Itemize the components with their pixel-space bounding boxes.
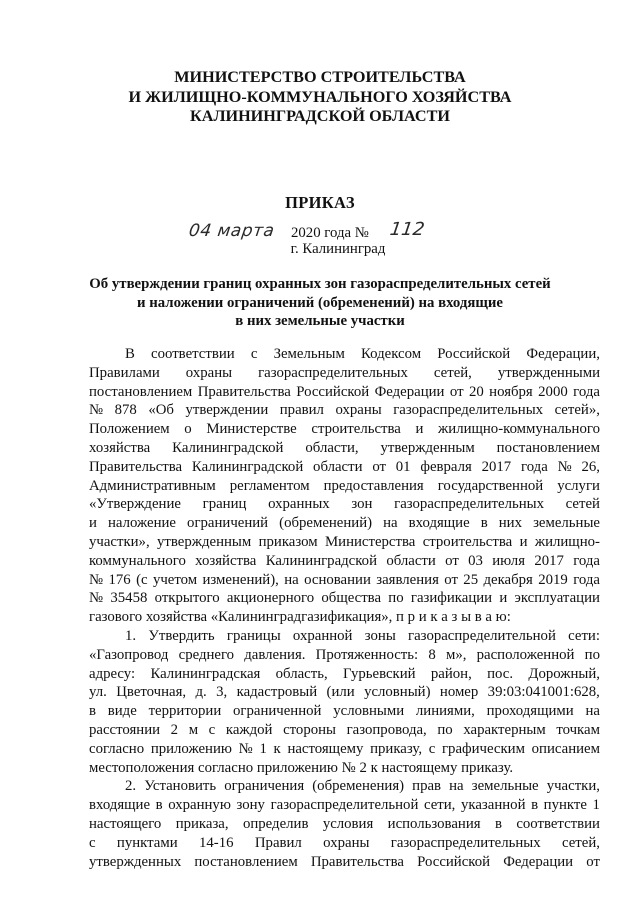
subject-line-1: Об утверждении границ охранных зон газораспределительных сетей — [89, 276, 551, 292]
body-line: входящие в охранную зону газораспределительной сети, указанной в пункте 1 — [89, 797, 600, 814]
body-line: «Газопровод среднего давления. Протяженность: 8 м», расположенной по — [89, 646, 600, 663]
printed-year: 2020 года № — [291, 225, 369, 241]
body-line: настоящего приказа, определив условия использования в соответствии — [89, 815, 600, 832]
body-line: с пунктами 14-16 Правил охраны газораспределительных сетей, — [89, 834, 600, 851]
body-line: согласно приложению № 1 к настоящему приказу, с графическим описанием — [89, 740, 600, 757]
subject-line-2: и наложении ограничений (обременений) на входящие — [137, 294, 503, 311]
body-line: местоположения согласно приложению № 2 к настоящему приказу. — [89, 759, 514, 776]
body-line: В соответствии с Земельным Кодексом Российской Федерации, — [125, 346, 600, 362]
handwritten-date: 04 марта — [187, 221, 276, 241]
body-line: Административным регламентом предоставления государственной услуги — [89, 477, 600, 494]
ministry-line-2: И ЖИЛИЩНО-КОММУНАЛЬНОГО ХОЗЯЙСТВА — [128, 87, 512, 106]
body-line: в виде территории ограниченной условными линиями, проходящими на — [89, 703, 600, 720]
body-line: ул. Цветочная, д. 3, кадастровый (или условный) номер 39:03:041001:628, — [89, 684, 600, 701]
body-line: № 878 «Об утверждении правил охраны газораспределительных сетей», — [89, 402, 600, 419]
ministry-header — [0, 68, 640, 127]
body-line: постановлением Правительства Российской Федерации от 20 ноября 2000 года — [89, 383, 600, 400]
body-line: 1. Утвердить границы охранной зоны газораспределительной сети: — [125, 627, 600, 644]
body-line: № 35458 открытого акционерного общества по газификации и эксплуатации — [89, 590, 600, 607]
body-line: хозяйства Калининградской области, утвержденным постановлением — [89, 439, 600, 456]
body-line: Правительства Калининградской области от 01 февраля 2017 года № 26, — [89, 458, 600, 475]
body-text — [89, 345, 600, 871]
body-line: расстоянии 2 м с каждой стороны газопровода, по характерным точкам — [89, 721, 600, 738]
body-line: и наложение ограничений (обременений) на входящие в них земельные — [89, 515, 600, 532]
body-line: участки», утвержденным приказом Министерства строительства и жилищно- — [89, 533, 600, 550]
doc-type-title: ПРИКАЗ — [285, 193, 355, 212]
subject-heading — [0, 275, 640, 331]
body-line: газового хозяйства «Калининградгазификация», п р и к а з ы в а ю: — [89, 609, 511, 626]
subject-line-3: в них земельные участки — [235, 313, 405, 329]
body-line: коммунального хозяйства Калининградской области от 03 июля 2017 года — [89, 552, 600, 569]
city-line: г. Калининград — [290, 241, 386, 257]
body-line: адресу: Калининградская область, Гурьевский район, пос. Дорожный, — [89, 665, 600, 682]
body-line: 2. Установить ограничения (обременения) прав на земельные участки, — [125, 778, 600, 795]
body-line: Правилами охраны газораспределительных сетей, утвержденными — [89, 364, 600, 381]
handwritten-number: 112 — [388, 219, 426, 240]
body-line: Положением о Министерстве строительства и жилищно-коммунального — [89, 421, 600, 438]
body-line: «Утверждение границ охранных зон газораспределительных сетей — [89, 496, 600, 513]
body-line: № 176 (с учетом изменений), на основании заявления от 25 декабря 2019 года — [89, 571, 600, 588]
ministry-line-1: МИНИСТЕРСТВО СТРОИТЕЛЬСТВА — [174, 68, 466, 86]
body-line: утвержденных постановлением Правительства Российской Федерации от — [89, 853, 600, 870]
ministry-line-3: КАЛИНИНГРАДСКОЙ ОБЛАСТИ — [190, 107, 450, 125]
